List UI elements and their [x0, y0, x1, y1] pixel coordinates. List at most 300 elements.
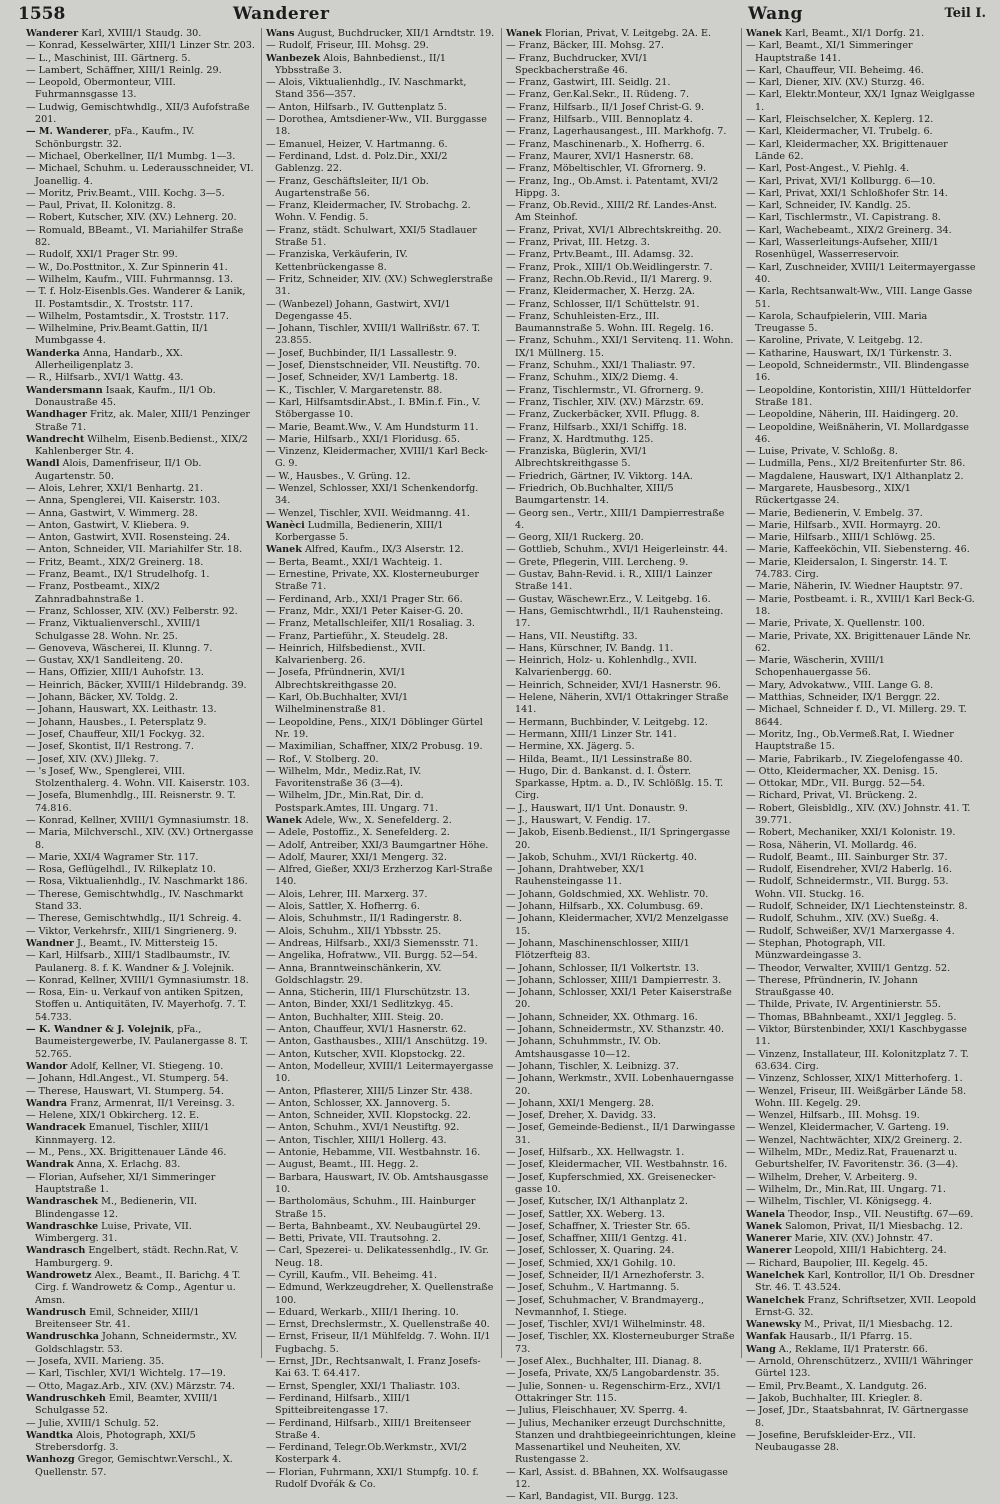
directory-entry [266, 1159, 496, 1171]
directory-entry [26, 729, 256, 741]
directory-entry [266, 1122, 496, 1134]
directory-entry [506, 1245, 736, 1257]
directory-entry [506, 237, 736, 249]
directory-entry [26, 495, 256, 507]
directory-entry [26, 876, 256, 888]
entry-text: — Johann, XXI/1 Mengerg. 28. [506, 1097, 655, 1109]
directory-entry [26, 1245, 256, 1270]
directory-entry [266, 1270, 496, 1282]
directory-entry [746, 1172, 977, 1184]
directory-entry [506, 1233, 736, 1245]
directory-entry [746, 1319, 977, 1331]
entry-text: — Betti, Private, VII. Trautsohng. 2. [266, 1233, 441, 1245]
directory-entry [266, 225, 496, 250]
entry-text: — Josef, Gemeinde-Bedienst., II/1 Darwingasse 31. [506, 1122, 736, 1146]
entry-text: — Josef, Skontist, II/1 Restrong. 7. [26, 741, 194, 753]
entry-text: — Leopoldine, Kontoristin, XIII/1 Hütteldorfer Straße 181. [746, 384, 971, 408]
entry-text: — Robert, Mechaniker, XXI/1 Kolonistr. 19. [746, 827, 956, 839]
entry-text: — Marie, Private, X. Quellenstr. 100. [746, 618, 925, 630]
directory-entry [746, 1147, 977, 1172]
entry-text: — Franz, Beamt., IX/1 Strudelhofg. 1. [26, 569, 210, 581]
directory-entry [266, 692, 496, 717]
entry-surname: Wanek [506, 28, 542, 39]
entry-text: — Franz, Hilfsarb., XXI/1 Schiffg. 18. [506, 421, 687, 433]
directory-entry [506, 1282, 736, 1294]
entry-text: — R., Hilfsarb., XVI/1 Wattg. 43. [26, 372, 184, 384]
entry-text: — Viktor, Verkehrsfr., XIII/1 Singrienerg. 9. [26, 925, 237, 937]
entry-surname: Wandner [26, 937, 74, 949]
entry-text: — Johann, Tischler, X. Leibnizg. 37. [506, 1060, 679, 1072]
directory-entry [746, 840, 977, 852]
entry-text: — Franz, Schuhm., XIX/2 Diemg. 4. [506, 372, 679, 384]
entry-text: — Ferdinand, Hilfsarb., XIII/1 Spitteibreitengasse 17. [266, 1392, 411, 1417]
entry-text: — Johann, Werkmstr., XVII. Lobenhauerngasse 20. [506, 1073, 734, 1097]
entry-text: Alois, Bahnbedienst., II/1 Ybbsstraße 3. [275, 52, 446, 76]
directory-entry [266, 1418, 496, 1443]
entry-text: Alex., Beamt., II. Barichg. 4 T. Cirg. f. Wandrowetz & Comp., Agentur u. Amsn. [35, 1269, 241, 1306]
directory-entry [266, 40, 496, 52]
entry-surname: Wanek [746, 1220, 782, 1232]
directory-entry [746, 1049, 977, 1074]
entry-surname: Wandrecht [26, 433, 85, 445]
entry-text: — Johann, Hdl.Angest., VI. Stumperg. 54. [26, 1073, 229, 1085]
entry-surname: Wandracek [26, 1122, 86, 1134]
entry-text: — Adele, Postoffiz., X. Senefelderg. 2. [266, 827, 450, 839]
entry-text: — Florian, Fuhrmann, XXI/1 Stumpfg. 10. f. Rudolf Dvořák & Co. [266, 1466, 479, 1491]
directory-entry [506, 1258, 736, 1270]
directory-entry [746, 176, 977, 188]
entry-text: — Karl, Bandagist, VII. Burgg. 123. [506, 1491, 679, 1503]
entry-text: Fritz, ak. Maler, XIII/1 Penzinger Straße 71. [35, 409, 250, 433]
entry-surname: Wandrowetz [26, 1269, 92, 1281]
directory-entry [746, 126, 977, 138]
directory-entry [506, 1147, 736, 1159]
entry-text: — Jakob, Eisenb.Bedienst., II/1 Springergasse 20. [506, 827, 731, 851]
entry-surname: Wanèci [266, 519, 305, 531]
entry-text: — Karl, Zuschneider, XVIII/1 Leitermayergasse 40. [746, 261, 976, 285]
entry-text: — Josef, Buchbinder, II/1 Lassallestr. 9. [266, 347, 457, 359]
directory-entry [266, 815, 496, 827]
entry-surname: Wanek [266, 544, 302, 556]
directory-entry [746, 778, 977, 790]
entry-text: — Marie, Fabrikarb., IV. Ziegelofengasse 40. [746, 753, 963, 765]
entry-text: — Hilda, Beamt., II/1 Lessinstraße 80. [506, 753, 693, 765]
directory-entry [746, 471, 977, 483]
directory-entry [26, 1368, 256, 1380]
entry-surname: Wandraschke [26, 1220, 99, 1232]
entry-text: — Wenzel, Nachtwächter, XIX/2 Greinerg. 2. [746, 1134, 963, 1146]
directory-entry [506, 311, 736, 336]
entry-text: — Josef, Schaffner, X. Triester Str. 65. [506, 1220, 691, 1232]
entry-text: — Ernst, JDr., Rechtsanwalt, I. Franz Josefs-Kai 63. T. 64.417. [266, 1356, 481, 1380]
directory-entry [26, 1270, 256, 1307]
directory-entry [746, 40, 977, 65]
directory-entry [266, 1331, 496, 1356]
entry-text: — Josef, Schlosser, X. Quaring. 24. [506, 1245, 675, 1257]
entry-text: — Leopold, Obermonteur, VIII. Fuhrmannsgasse 13. [26, 77, 176, 101]
entry-text: — Adolf, Maurer, XXI/1 Mengerg. 32. [266, 851, 447, 863]
entry-text: , pFa., Kaufm., IV. Schönburgstr. 32. [35, 126, 195, 150]
entry-text: — Anton, Buchhalter, XIII. Steig. 20. [266, 1011, 444, 1023]
directory-entry [506, 1209, 736, 1221]
entry-surname: Wang [746, 1343, 776, 1355]
entry-text: — Alois, Viktualienhdlg., IV. Naschmarkt, Stand 356—357. [266, 77, 467, 101]
entry-text: Anna, Handarb., XX. Allerheiligenplatz 3. [35, 347, 183, 372]
directory-entry [746, 864, 977, 876]
entry-text: — W., Hausbes., V. Grüng. 12. [266, 470, 411, 482]
entry-text: — Franz, Maurer, XVI/1 Hasnerstr. 68. [506, 150, 694, 162]
entry-text: — Dorothea, Amtsdiener-Ww., VII. Burggasse 18. [266, 114, 487, 138]
directory-entry [746, 348, 977, 360]
directory-entry [266, 999, 496, 1011]
directory-entry [26, 1110, 256, 1122]
column-4 [742, 28, 982, 1454]
entry-text: — Karl, Wasserleitungs-Aufseher, XIII/1 Rosenhügel, Wasserreservoir. [746, 237, 939, 261]
entry-text: — Johann, Schuhmmstr., IV. Ob. Amtshausgasse 10—12. [506, 1036, 661, 1060]
entry-text: — Franz, Gastwirt, III. Seidlg. 21. [506, 77, 671, 89]
directory-entry [266, 422, 496, 434]
entry-surname: Wanewsky [746, 1319, 802, 1331]
entry-surname: Wandtka [26, 1429, 74, 1441]
directory-entry [26, 1356, 256, 1368]
directory-entry [506, 1221, 736, 1233]
entry-text: — Franz, Bäcker, III. Mohsg. 27. [506, 40, 664, 52]
directory-entry [266, 643, 496, 668]
entry-text: Engelbert, städt. Rechn.Rat, V. Hamburgerg. 9. [35, 1245, 239, 1269]
entry-text: — Josefa, Pfründnerin, XVI/1 Albrechtskreithgasse 20. [266, 667, 406, 691]
entry-text: — Rudolf, Schneider, IX/1 Liechtensteinstr. 8. [746, 901, 968, 913]
directory-entry [746, 422, 977, 447]
entry-text: — Wenzel, Kleidermacher, V. Garteng. 19. [746, 1122, 950, 1134]
entry-text: — Karl, Fleischselcher, X. Keplerg. 12. [746, 114, 934, 126]
entry-surname: Wandruschkeh [26, 1392, 106, 1404]
entry-text: — Heinrich, Holz- u. Kohlenhdlg., XVII. Kalvarienbergg. 60. [506, 655, 697, 679]
directory-entry [26, 1454, 256, 1479]
entry-text: — Hans, Kürschner, IV. Bandg. 11. [506, 642, 674, 654]
directory-entry [506, 803, 736, 815]
directory-entry [26, 754, 256, 766]
entry-text: — Richard, Baupolier, III. Kegelg. 45. [746, 1257, 928, 1269]
entry-text: Hausarb., II/1 Pfarrg. 15. [786, 1331, 913, 1343]
entry-text: — Franz, städt. Schulwart, XXI/5 Stadlauer Straße 51. [266, 224, 477, 249]
entry-text: — Alois, Lehrer, XXI/1 Benhartg. 21. [26, 482, 204, 494]
entry-text: — Franz, Lagerhausangest., III. Markhofg. 7. [506, 126, 727, 138]
entry-text: — Karl, Post-Angest., V. Piehlg. 4. [746, 163, 910, 175]
entry-text: — Franz, Kleidermacher, X. Herzg. 2A. [506, 286, 695, 298]
directory-entry [506, 114, 736, 126]
entry-text: — Robert, Gleisbldlg., XIV. (XV.) Johnstr. 41. T. 39.771. [746, 802, 971, 826]
entry-text: — Jakob, Schuhm., XVI/1 Rückertg. 40. [506, 851, 697, 863]
entry-text: — Rosa, Viktualienhdlg., IV. Naschmarkt 186. [26, 876, 248, 888]
entry-text: — Hermann, XIII/1 Linzer Str. 141. [506, 728, 677, 740]
entry-text: — Jakob, Buchhalter, III. Kriegler. 8. [746, 1392, 923, 1404]
directory-entry [266, 618, 496, 630]
entry-text: — Konrad, Kesselwärter, XIII/1 Linzer Str. 203. [26, 40, 255, 52]
directory-entry [746, 139, 977, 164]
directory-entry [746, 594, 977, 619]
entry-text: — Rudolf, Schneidermstr., VII. Burgg. 53. Wohn. VII. Stuckg. 16. [746, 876, 949, 900]
column-3 [502, 28, 742, 1503]
page-header [18, 4, 986, 28]
directory-entry [266, 754, 496, 766]
directory-entry [266, 987, 496, 999]
directory-entry [506, 1024, 736, 1036]
entry-text: — Stephan, Photograph, VII. Münzwardeingasse 3. [746, 937, 886, 962]
entry-text: — Friedrich, Gärtner, IV. Viktorg. 14A. [506, 470, 693, 482]
directory-entry [26, 655, 256, 667]
directory-entry [506, 1405, 736, 1417]
entry-text: — Wilhelm, MDr., Mediz.Rat, Frauenarzt u. Geburtshelfer, IV. Favoritenstr. 36. (3—4). [746, 1147, 959, 1171]
directory-entry [266, 1061, 496, 1086]
directory-entry [26, 790, 256, 815]
entry-text: — Franz, Privat, III. Hetzg. 3. [506, 237, 650, 249]
entry-text: — Josef, Kupferschmied, XX. Greisenecker-gasse 10. [506, 1171, 716, 1195]
directory-entry [746, 618, 977, 630]
entry-surname: — M. Wanderer [26, 126, 109, 138]
directory-entry [506, 643, 736, 655]
directory-entry [26, 680, 256, 692]
directory-entry [266, 926, 496, 938]
entry-text: — T. f. Holz-Eisenbls.Ges. Wanderer & Lanik, II. Postamtsdir., X. Troststr. 117. [26, 286, 246, 310]
entry-text: — Rudolf, Schweißer, XV/1 Marxergasse 4. [746, 925, 955, 937]
entry-text: — Josef, Schmied, XX/1 Gohilg. 10. [506, 1257, 676, 1269]
directory-entry [26, 557, 256, 569]
directory-entry [506, 1073, 736, 1098]
entry-text: — Hans, VII. Neustiftg. 33. [506, 630, 638, 642]
entry-text: — Maximilian, Schaffner, XIX/2 Probusg. 19. [266, 741, 483, 753]
entry-text: — Genoveva, Wäscherei, II. Klunng. 7. [26, 642, 213, 654]
directory-entry [746, 1393, 977, 1405]
directory-entry [266, 483, 496, 508]
entry-text: — Alfred, Gießer, XXI/3 Erzherzog Karl-Straße 140. [266, 864, 493, 888]
entry-text: — Marie, Wäscherin, XVIII/1 Schopenhauergasse 56. [746, 655, 885, 679]
directory-entry [746, 28, 977, 40]
directory-entry [506, 102, 736, 114]
entry-text: — Karla, Rechtsanwalt-Ww., VIII. Lange Gasse 51. [746, 286, 973, 310]
entry-text: — Josef, Schneider, II/1 Arnezhoferstr. 3. [506, 1269, 705, 1281]
directory-entry [266, 1307, 496, 1319]
directory-entry [746, 1344, 977, 1356]
entry-text: Leopold, XIII/1 Habichterg. 24. [791, 1245, 947, 1257]
entry-surname: Wanfak [746, 1331, 787, 1343]
entry-text: — Leopoldine, Pens., XIX/1 Döblinger Gürtel Nr. 19. [266, 716, 483, 740]
entry-text: — Konrad, Kellner, XVIII/1 Gymnasiumstr. 18. [26, 815, 249, 826]
entry-surname: Wandhager [26, 409, 87, 421]
directory-entry [266, 446, 496, 471]
entry-text: — Paul, Privat, II. Kolonitzg. 8. [26, 200, 176, 212]
directory-entry [506, 1368, 736, 1380]
entry-text: — Franz, Zuckerbäcker, XVII. Pflugg. 8. [506, 409, 700, 421]
entry-text: — Heinrich, Hilfsbedienst., XVII. Kalvarienberg. 26. [266, 642, 426, 667]
directory-entry [506, 544, 736, 556]
entry-text: — Adolf, Antreiber, XXI/3 Baumgartner Höhe. [266, 839, 489, 851]
columns-container [22, 28, 982, 1503]
directory-entry [26, 1086, 256, 1098]
entry-text: — Anna, Gastwirt, V. Wimmerg. 28. [26, 507, 198, 519]
directory-entry [26, 188, 256, 200]
directory-entry [26, 1073, 256, 1085]
entry-text: — Karl, Wachebeamt., XIX/2 Greinerg. 34. [746, 224, 952, 236]
entry-surname: Wandrusch [26, 1306, 87, 1318]
entry-text: — Wenzel, Hilfsarb., III. Mohsg. 19. [746, 1110, 920, 1122]
directory-entry [26, 1418, 256, 1430]
directory-entry [506, 741, 736, 753]
entry-text: — Maria, Milchverschl., XIV. (XV.) Ortnergasse 8. [26, 827, 254, 851]
directory-entry [746, 655, 977, 680]
entry-text: — Franz, Postbeamt., XIX/2 Zahnradbahnstraße 1. [26, 581, 160, 605]
entry-text: Emil, Beamter, XVIII/1 Schulgasse 52. [35, 1392, 219, 1417]
directory-entry [506, 262, 736, 274]
directory-entry [266, 1221, 496, 1233]
entry-text: — Rof., V. Stolberg. 20. [266, 753, 379, 765]
entry-text: — Marie, Kleidersalon, I. Singerstr. 14. T. 74.783. Cirg. [746, 556, 948, 581]
entry-text: — Franz, Ger.Kal.Sekr., II. Rüdeng. 7. [506, 89, 690, 101]
directory-entry [26, 692, 256, 704]
directory-entry [266, 766, 496, 791]
entry-text: Karl, XVIII/1 Staudg. 30. [78, 28, 202, 39]
entry-text: — Franz, Schuhm., XXI/1 Servitenq. 11. Wohn. IX/1 Müllnerg. 15. [506, 335, 734, 359]
directory-entry [266, 323, 496, 348]
directory-entry [26, 938, 256, 950]
entry-text: — Ferdinand, Hilfsarb., XIII/1 Breitenseer Straße 4. [266, 1417, 471, 1441]
directory-entry [746, 680, 977, 692]
directory-entry [746, 1405, 977, 1430]
header-part: Teil I. [944, 6, 986, 21]
directory-entry [266, 1245, 496, 1270]
entry-text: Theodor, Insp., VII. Neustiftg. 67—69. [785, 1208, 974, 1220]
directory-entry [746, 483, 977, 508]
entry-surname: Wanela [746, 1208, 786, 1220]
entry-text: — Josef, XIV. (XV.) Jllekg. 7. [26, 753, 159, 765]
directory-entry [506, 680, 736, 692]
entry-text: — Rosa, Ein- u. Verkauf von antiken Spitzen, Stoffen u. Antiquitäten, IV. Mayerhofg. 7. T. 54.733. [26, 987, 247, 1023]
directory-entry [506, 299, 736, 311]
entry-text: — Karl, Schneider, IV. Kandlg. 25. [746, 200, 911, 212]
entry-surname: Wanerer [746, 1233, 792, 1245]
directory-entry [506, 913, 736, 938]
directory-entry [26, 1331, 256, 1356]
entry-text: — Luise, Private, V. Schloßg. 8. [746, 446, 898, 458]
directory-entry [506, 483, 736, 508]
entry-text: — J., Hauswart, II/1 Unt. Donaustr. 9. [506, 802, 688, 814]
entry-text: — Karl, Hilfsarb., XIII/1 Stadlbaumstr., IV. Paulanerg. 8. f. K. Wandner & J. Volejnik. [26, 950, 235, 974]
entry-text: — Franz, Schuhm., XXI/1 Thaliastr. 97. [506, 360, 696, 372]
entry-text: — Hermine, XX. Jägerg. 5. [506, 741, 635, 753]
entry-text: — Franz, Buchdrucker, XVI/1 Speckbacherstraße 46. [506, 52, 649, 76]
entry-text: — Karl, Tischlermstr., VI. Capistrang. 8. [746, 212, 941, 224]
directory-entry [266, 569, 496, 594]
entry-text: — Karl, Ob.Buchhalter, XVI/1 Wilhelminenstraße 81. [266, 692, 409, 716]
entry-text: — Emanuel, Heizer, V. Hartmanng. 6. [266, 138, 448, 150]
entry-text: August, Buchdrucker, XII/1 Arndtstr. 19. [294, 28, 495, 39]
directory-entry [746, 1086, 977, 1111]
directory-entry [746, 1012, 977, 1024]
directory-entry [266, 1098, 496, 1110]
directory-entry [746, 77, 977, 89]
directory-entry [746, 1295, 977, 1320]
directory-entry [506, 1319, 736, 1331]
entry-text: — Josefa, XVII. Marieng. 35. [26, 1356, 165, 1368]
directory-entry [26, 40, 256, 52]
entry-surname: Wandersmann [26, 384, 103, 396]
entry-text: — Wilhelm, Dr., Min.Rat, III. Ungarg. 71. [746, 1183, 946, 1195]
directory-entry [506, 729, 736, 741]
column-2 [262, 28, 502, 1491]
directory-entry [746, 89, 977, 114]
directory-entry [746, 532, 977, 544]
entry-text: — Edmund, Werkzeugdreher, X. Quellenstraße 100. [266, 1282, 494, 1306]
directory-entry [266, 1172, 496, 1197]
entry-text: — M., Pens., XX. Brigittenauer Lände 46. [26, 1147, 227, 1159]
entry-text: — Rudolf, Eisendreher, XVI/2 Haberlg. 16. [746, 864, 953, 876]
entry-text: Gregor, Gemischtwr.Verschl., X. Quellenstr. 57. [35, 1454, 233, 1478]
directory-entry [506, 594, 736, 606]
directory-entry [746, 852, 977, 864]
directory-entry [506, 569, 736, 594]
directory-entry [746, 631, 977, 656]
directory-entry [26, 926, 256, 938]
directory-entry [26, 483, 256, 495]
entry-text: — Franz, Prtv.Beamt., III. Adamsg. 32. [506, 249, 694, 261]
directory-entry [746, 446, 977, 458]
entry-text: — Karl, Tischler, XVI/1 Wichtelg. 17—19. [26, 1368, 226, 1380]
entry-text: — 's Josef, Ww., Spenglerei, VIII. Stolzenthalerg. 4. Wohn. VII. Kaiserstr. 103. [26, 765, 250, 790]
entry-text: — Johann, Kleidermacher, XVI/2 Menzelgasse 15. [506, 913, 729, 937]
entry-text: — Rudolf, Schuhm., XIV. (XV.) Sueßg. 4. [746, 913, 939, 925]
entry-text: — Franz, Schuhleisten-Erz., III. Baumannstraße 5. Wohn. III. Regelg. 16. [506, 310, 714, 335]
entry-text: — Michael, Schuhm. u. Lederausschneider, VI. Joanellig. 4. [26, 163, 254, 187]
directory-entry [506, 864, 736, 889]
directory-entry [266, 1233, 496, 1245]
entry-text: — Johann, Maschinenschlosser, XIII/1 Flötzerfteig 83. [506, 937, 690, 962]
directory-entry [26, 77, 256, 102]
entry-text: Luise, Private, VII. Wimbergerg. 31. [35, 1220, 192, 1245]
directory-entry [746, 311, 977, 336]
entry-text: — Josef, Hilfsarb., XX. Hellwagstr. 1. [506, 1147, 685, 1159]
directory-entry [26, 1147, 256, 1159]
entry-text: — Leopoldine, Weißnäherin, VI. Mollardgasse 46. [746, 421, 969, 445]
directory-entry [266, 594, 496, 606]
directory-entry [506, 471, 736, 483]
entry-text: — Anton, Schuhm., XVI/1 Neustiftg. 92. [266, 1122, 460, 1134]
directory-entry [26, 1393, 256, 1418]
directory-entry [26, 434, 256, 459]
entry-text: — Franz, X. Hardtmuthg. 125. [506, 433, 654, 445]
entry-text: — Ludwig, Gemischtwhdlg., XII/3 Aufofstraße 201. [26, 101, 250, 126]
entry-text: — Julius, Mechaniker erzeugt Durchschnitte, Stanzen und drahtbiegeeinrichtungen, kleine Massenartikel und Neuheiten, XV. Rustengasse 2. [506, 1417, 736, 1466]
entry-text: Isaak, Kaufm., II/1 Ob. Donaustraße 45. [35, 384, 216, 408]
directory-entry [26, 532, 256, 544]
directory-entry [746, 704, 977, 729]
directory-entry [746, 754, 977, 766]
directory-entry [26, 126, 256, 151]
entry-text: — Johann, Schneidermstr., XV. Sthanzstr. 40. [506, 1024, 725, 1036]
entry-text: — Julie, Sonnen- u. Regenschirm-Erz., XVI/1 Ottakringer Str. 115. [506, 1380, 722, 1404]
entry-text: — Vinzenz, Schlosser, XIX/1 Mitterhoferg. 1. [746, 1073, 963, 1085]
entry-text: — Anton, Pflasterer, XIII/5 Linzer Str. 438. [266, 1085, 473, 1097]
entry-text: — Florian, Aufseher, XI/1 Simmeringer Hauptstraße 1. [26, 1171, 216, 1195]
entry-text: — Johann, Schlosser, II/1 Volkertstr. 13. [506, 962, 700, 974]
entry-text: — Wilhelmine, Priv.Beamt.Gattin, II/1 Mumbgasse 4. [26, 323, 209, 347]
entry-surname: Wandruschka [26, 1331, 99, 1343]
directory-entry [266, 348, 496, 360]
entry-text: Adolf, Kellner, VI. Stiegeng. 10. [67, 1060, 224, 1072]
directory-entry [266, 1049, 496, 1061]
entry-text: — Franz, Schlosser, II/1 Schüttelstr. 91. [506, 298, 700, 310]
directory-entry [266, 151, 496, 176]
page-number: 1558 [18, 4, 66, 24]
entry-text: — Anna, Spenglerei, VII. Kaiserstr. 103. [26, 495, 221, 507]
